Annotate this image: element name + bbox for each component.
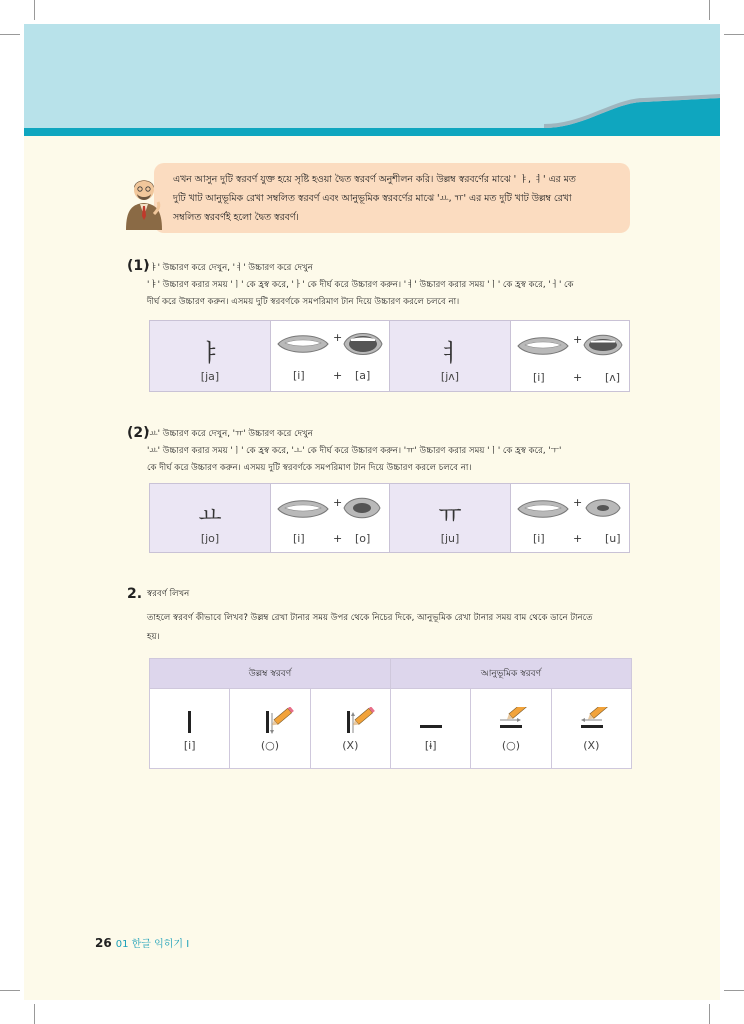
pencil-icon <box>351 707 375 728</box>
header-wave <box>24 24 720 136</box>
letter-cell <box>390 321 511 392</box>
plus-sign: + <box>573 532 583 545</box>
writing-cell <box>150 689 230 769</box>
crop-mark <box>0 990 20 991</box>
crop-mark <box>709 0 710 20</box>
ipa-right: [ʌ] <box>605 371 621 384</box>
crop-mark <box>34 0 35 20</box>
plus-sign: + <box>333 532 343 545</box>
mouth-cell <box>271 321 390 392</box>
horizontal-stroke-icon <box>391 707 470 739</box>
intro-line: এখন আসুন দুটি স্বরবর্ণ যুক্ত হয়ে সৃষ্টি হওয়া দ্বৈত স্বরবর্ণ অনুশীলন করি। উল্লম্ব স্বরবর্ণের মাঝে ' ㅑ, ㅕ' এর মত <box>173 174 576 185</box>
mouth-smile-icon <box>517 498 569 520</box>
writing-label: (X) <box>342 739 359 752</box>
section1-line: দীর্ঘ করে উচ্চারণ করুন। এসময় দুটি স্বরবর্ণকে সমপরিমাণ টান দিয়ে উচ্চারণ করলে চলবে না। <box>147 297 460 307</box>
letter-cell <box>150 321 271 392</box>
mouth-pursed-icon <box>585 496 621 520</box>
vowel-ipa: [jo] <box>200 531 220 545</box>
plus-sign: + <box>573 496 583 509</box>
ipa-right: [a] <box>355 369 371 382</box>
ipa-left: [i] <box>293 532 305 545</box>
writing-label: (○) <box>501 739 521 752</box>
letter-cell <box>390 484 511 553</box>
section-number: (1) <box>127 258 150 274</box>
stroke-right-correct-icon <box>471 707 550 739</box>
writing-label: [ɨ] <box>424 739 437 752</box>
ipa-left: [i] <box>533 371 545 384</box>
writing-cell <box>391 689 471 769</box>
mouth-cell <box>271 484 390 553</box>
writing-cell <box>471 689 551 769</box>
mouth-half-open-icon <box>583 331 623 359</box>
ipa-right: [o] <box>355 532 371 545</box>
mouth-smile-icon <box>277 498 329 520</box>
page-number: 26 <box>95 936 112 950</box>
mouth-smile-icon <box>277 333 329 355</box>
stroke-down-correct-icon <box>230 707 309 739</box>
vowel-letter: ㅠ <box>438 500 462 529</box>
writing-table <box>149 658 632 769</box>
mouth-cell <box>511 321 630 392</box>
section2-line: 'ㅛ' উচ্চারণ করার সময় 'ㅣ' কে হ্রস্ব করে, 'ㅗ' কে দীর্ঘ করে উচ্চারণ করুন। 'ㅠ' উচ্চারণ করার সময় 'ㅣ' কে হ্রস্ব করে, 'ㅜ' <box>147 446 562 456</box>
section2-line: 'ㅛ' উচ্চারণ করে দেখুন, 'ㅠ' উচ্চারণ করে দেখুন <box>147 429 313 439</box>
stroke-left-wrong-icon <box>552 707 631 739</box>
letter-cell <box>150 484 271 553</box>
chapter-title: 01 한글 익히기 I <box>115 939 190 950</box>
vertical-stroke-icon <box>150 707 229 739</box>
mouth-cell <box>511 484 630 553</box>
writing-label: (X) <box>583 739 600 752</box>
crop-mark <box>724 990 744 991</box>
vertical-vowel-header: উল্লম্ব স্বরবর্ণ <box>150 659 391 689</box>
writing-cell <box>551 689 631 769</box>
vowel-letter: ㅑ <box>198 338 222 367</box>
mouth-open-icon <box>343 329 383 359</box>
vowel-ipa: [ju] <box>440 531 460 545</box>
mouth-round-icon <box>343 494 381 522</box>
section3-line: তাহলে স্বরবর্ণ কীভাবে লিখব? উল্লম্ব রেখা টানার সময় উপর থেকে নিচের দিকে, আনুভূমিক রেখা টানার সময় বাম থেকে ডানে টানতে <box>147 613 593 623</box>
crop-mark <box>0 34 20 35</box>
writing-label: (○) <box>260 739 280 752</box>
crop-mark <box>724 34 744 35</box>
stroke-up-wrong-icon <box>311 707 390 739</box>
section-number: 2. <box>127 586 143 602</box>
writing-cell <box>230 689 310 769</box>
vowel-letter: ㅛ <box>198 500 222 529</box>
plus-sign: + <box>333 496 343 509</box>
horizontal-vowel-header: আনুভূমিক স্বরবর্ণ <box>391 659 632 689</box>
writing-cell <box>310 689 390 769</box>
pencil-icon <box>586 707 610 722</box>
header-band <box>24 24 720 136</box>
section2-line: কে দীর্ঘ করে উচ্চারণ করুন। এসময় দুটি স্বরবর্ণকে সমপরিমাণ টান দিয়ে উচ্চারণ করলে চলবে না। <box>147 463 472 473</box>
section1-line: 'ㅑ' উচ্চারণ করার সময় 'ㅣ' কে হ্রস্ব করে, 'ㅏ' কে দীর্ঘ করে উচ্চারণ করুন। 'ㅕ' উচ্চারণ করার সময় 'ㅣ' কে হ্রস্ব করে, 'ㅓ' কে <box>147 280 574 290</box>
vowel-letter: ㅕ <box>438 338 462 367</box>
pencil-icon <box>270 707 294 728</box>
pronunciation-table-2 <box>149 483 630 553</box>
crop-mark <box>709 1004 710 1024</box>
plus-sign: + <box>333 369 343 382</box>
intro-line: দুটি খাট আনুভূমিক রেখা সম্বলিত স্বরবর্ণ এবং আনুভূমিক স্বরবর্ণের মাঝে 'ㅛ, ㅠ' এর মত দুটি খাট উল্লম্ব রেখা <box>173 193 572 204</box>
pronunciation-table-1 <box>149 320 630 392</box>
intro-text <box>173 170 625 227</box>
page-footer <box>95 935 189 950</box>
plus-sign: + <box>333 331 343 344</box>
ipa-right: [u] <box>605 532 621 545</box>
ipa-left: [i] <box>293 369 305 382</box>
section3-title: স্বরবর্ণ লিখন <box>147 589 190 599</box>
crop-mark <box>34 1004 35 1024</box>
vowel-ipa: [ja] <box>200 369 220 383</box>
section3-line: হয়। <box>147 632 160 642</box>
writing-label: [i] <box>183 739 196 752</box>
plus-sign: + <box>573 371 583 384</box>
intro-line: সম্বলিত স্বরবর্ণই হলো দ্বৈত স্বরবর্ণ। <box>173 212 299 223</box>
teacher-illustration <box>120 170 168 230</box>
mouth-smile-icon <box>517 335 569 357</box>
section1-line: 'ㅑ' উচ্চারণ করে দেখুন, 'ㅕ' উচ্চারণ করে দেখুন <box>147 263 313 273</box>
section-number: (2) <box>127 425 150 441</box>
ipa-left: [i] <box>533 532 545 545</box>
plus-sign: + <box>573 333 583 346</box>
vowel-ipa: [jʌ] <box>440 369 460 383</box>
